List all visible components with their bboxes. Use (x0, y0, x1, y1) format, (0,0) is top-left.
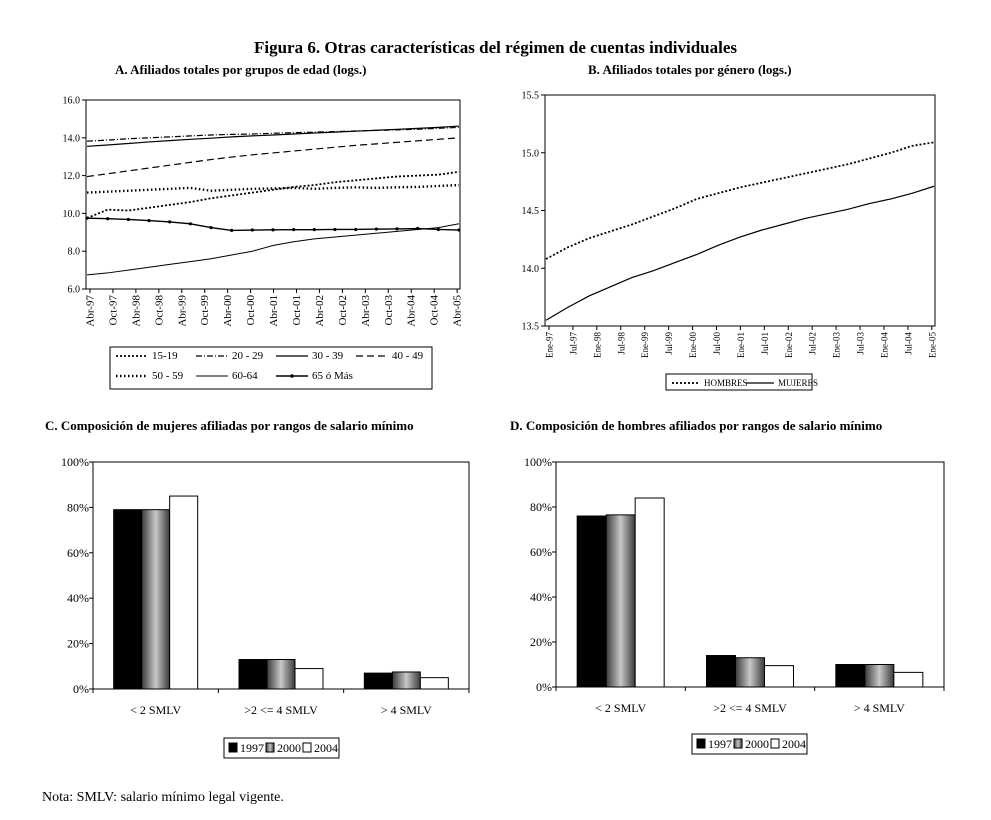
series-point (209, 226, 212, 229)
legend-swatch-marker (290, 374, 294, 378)
bar (865, 665, 894, 688)
legend-label: 2000 (745, 737, 769, 751)
y-tick-label: 15.5 (521, 90, 539, 102)
bar (894, 672, 923, 687)
x-tick-label: Ene-03 (831, 332, 842, 358)
series-point (333, 228, 336, 231)
figure-title: Figura 6. Otras características del régimen de cuentas individuales (253, 38, 738, 57)
bar (765, 666, 794, 687)
series-point (230, 229, 233, 232)
series-point (85, 217, 88, 220)
y-tick-label: 0% (536, 680, 552, 694)
series-point (168, 220, 171, 223)
y-tick-label: 40% (67, 591, 89, 606)
legend-label: 1997 (240, 741, 264, 755)
x-tick-label: Abr-04 (405, 295, 418, 327)
y-tick-label: 80% (530, 500, 552, 514)
legend-label: 30 - 39 (312, 350, 344, 362)
x-tick-label: Oct-01 (291, 295, 304, 326)
y-tick-label: 8.0 (67, 246, 80, 258)
legend-label: 40 - 49 (392, 350, 424, 362)
series-line (87, 172, 459, 218)
x-tick-label: Jul-98 (616, 332, 627, 355)
chart-c (61, 455, 469, 758)
legend-label: 2004 (314, 741, 338, 755)
legend-label: 60-64 (232, 370, 258, 382)
legend-label: 50 - 59 (152, 370, 184, 382)
y-tick-label: 40% (530, 590, 552, 604)
x-tick-label: Oct-00 (245, 295, 258, 326)
series-point (106, 217, 109, 220)
y-tick-label: 100% (524, 455, 552, 469)
series-point (127, 218, 130, 221)
x-category-label: > 4 SMLV (853, 701, 905, 715)
y-tick-label: 10.0 (62, 208, 80, 220)
y-tick-label: 0% (73, 682, 89, 696)
series-point (147, 219, 150, 222)
bar (606, 515, 635, 687)
bar (392, 672, 420, 689)
y-tick-label: 6.0 (67, 284, 80, 296)
legend-label: 15-19 (152, 350, 178, 362)
bar (420, 678, 448, 689)
legend-label: MUJERES (778, 378, 819, 388)
y-tick-label: 14.0 (521, 263, 539, 275)
x-tick-label: Abr-01 (268, 295, 281, 327)
x-tick-label: Oct-03 (382, 295, 395, 326)
x-category-label: < 2 SMLV (130, 703, 182, 717)
x-tick-label: Oct-02 (336, 295, 349, 326)
series-point (292, 228, 295, 231)
plot-area-frame (545, 95, 935, 326)
y-tick-label: 15.0 (521, 148, 539, 160)
bar (707, 656, 736, 688)
x-tick-label: Jul-97 (568, 332, 579, 355)
x-category-label: >2 <= 4 SMLV (244, 703, 318, 717)
bar (364, 673, 392, 689)
legend-label: 2004 (782, 737, 806, 751)
x-tick-label: Abr-05 (451, 295, 464, 327)
bar (267, 659, 295, 689)
series-point (416, 227, 419, 230)
bar (114, 510, 142, 689)
y-tick-label: 20% (67, 636, 89, 651)
legend-swatch (266, 743, 274, 752)
x-tick-label: Abr-99 (176, 295, 189, 327)
y-tick-label: 20% (530, 635, 552, 649)
x-tick-label: Oct-97 (107, 295, 120, 326)
legend-label: 2000 (277, 741, 301, 755)
y-tick-label: 60% (530, 545, 552, 559)
y-tick-label: 60% (67, 545, 89, 560)
x-tick-label: Jul-01 (759, 332, 770, 355)
legend-swatch (734, 739, 742, 748)
legend-swatch (697, 739, 705, 748)
x-tick-label: Abr-97 (84, 295, 97, 327)
x-tick-label: Ene-04 (879, 332, 890, 358)
legend-swatch (771, 739, 779, 748)
plot-area-frame (86, 100, 460, 289)
bar (170, 496, 198, 689)
y-tick-label: 14.0 (62, 133, 80, 145)
chart-a-title: A. Afiliados totales por grupos de edad (logs.) (115, 62, 367, 77)
chart-b (522, 91, 938, 391)
series-point (354, 228, 357, 231)
x-category-label: < 2 SMLV (595, 701, 647, 715)
bar (635, 498, 664, 687)
series-point (251, 228, 254, 231)
series-line (546, 142, 934, 259)
x-tick-label: Abr-03 (359, 295, 372, 327)
series-point (395, 227, 398, 230)
series-point (271, 228, 274, 231)
x-tick-label: Jul-02 (807, 332, 818, 355)
x-tick-label: Oct-99 (199, 295, 212, 326)
x-tick-label: Jul-04 (903, 332, 914, 355)
series-line (87, 126, 459, 146)
chart-d-title: D. Composición de hombres afiliados por rangos de salario mínimo (510, 418, 883, 433)
chart-b-title: B. Afiliados totales por género (logs.) (588, 62, 792, 77)
x-tick-label: Ene-05 (927, 332, 938, 358)
y-tick-label: 100% (61, 455, 89, 469)
series-line (546, 186, 934, 320)
bar (142, 510, 170, 689)
x-tick-label: Ene-99 (640, 332, 651, 358)
legend-label: HOMBRES (704, 378, 748, 388)
footnote: Nota: SMLV: salario mínimo legal vigente. (42, 790, 284, 805)
y-tick-label: 12.0 (62, 171, 80, 183)
x-category-label: >2 <= 4 SMLV (713, 701, 787, 715)
x-tick-label: Abr-00 (222, 295, 235, 327)
chart-a (63, 96, 464, 390)
bar (736, 658, 765, 687)
series-point (437, 228, 440, 231)
x-tick-label: Jul-03 (855, 332, 866, 355)
x-tick-label: Jul-00 (711, 332, 722, 355)
x-tick-label: Abr-98 (130, 295, 143, 327)
legend-label: 65 ó Más (312, 370, 353, 382)
legend-swatch (229, 743, 237, 752)
x-tick-label: Ene-97 (544, 332, 555, 358)
x-tick-label: Ene-98 (592, 332, 603, 358)
series-point (375, 227, 378, 230)
x-category-label: > 4 SMLV (380, 703, 432, 717)
x-tick-label: Oct-98 (153, 295, 166, 326)
legend-label: 1997 (708, 737, 732, 751)
legend-swatch (303, 743, 311, 752)
chart-d (524, 455, 944, 754)
series-point (457, 228, 460, 231)
bar (295, 669, 323, 689)
x-tick-label: Abr-02 (313, 295, 326, 327)
series-line (87, 138, 459, 177)
series-line (87, 224, 459, 275)
y-tick-label: 16.0 (62, 95, 80, 107)
bar (239, 659, 267, 689)
x-tick-label: Ene-01 (735, 332, 746, 358)
y-tick-label: 80% (67, 500, 89, 515)
bar (836, 665, 865, 688)
legend-label: 20 - 29 (232, 350, 264, 362)
x-tick-label: Oct-04 (428, 295, 441, 326)
bar (577, 516, 606, 687)
x-tick-label: Ene-00 (688, 332, 699, 358)
x-tick-label: Ene-02 (783, 332, 794, 358)
series-line (87, 185, 459, 193)
y-tick-label: 13.5 (521, 321, 539, 333)
y-tick-label: 14.5 (521, 206, 539, 217)
x-tick-label: Jul-99 (664, 332, 675, 355)
series-point (313, 228, 316, 231)
chart-c-title: C. Composición de mujeres afiliadas por rangos de salario mínimo (45, 418, 414, 433)
series-point (189, 222, 192, 225)
